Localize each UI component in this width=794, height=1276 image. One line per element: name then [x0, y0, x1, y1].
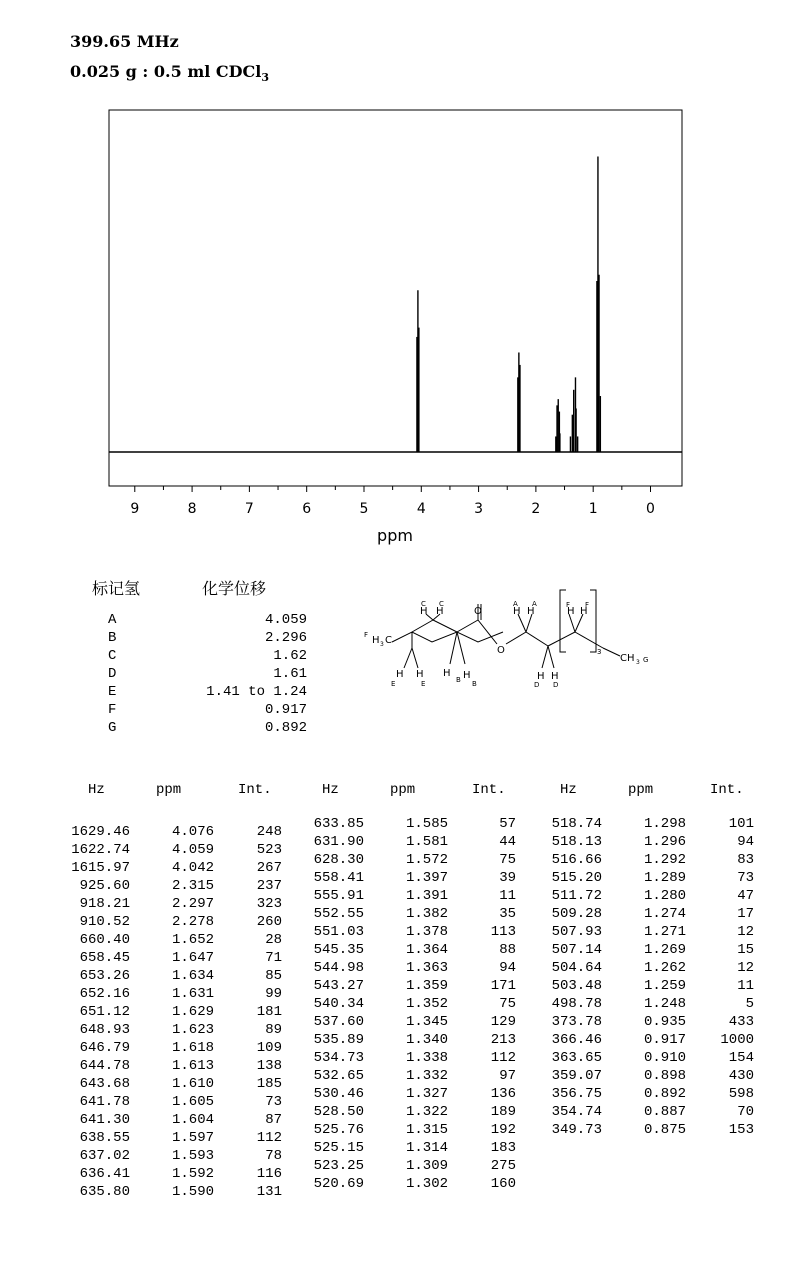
- peak-intensity: 154: [728, 1050, 754, 1066]
- peak-ppm: 4.042: [171, 860, 214, 876]
- peak-ppm: 1.340: [405, 1032, 448, 1048]
- peak-ppm: 0.892: [643, 1086, 686, 1102]
- peak-hz: 359.07: [551, 1068, 602, 1084]
- peak-intensity: 213: [490, 1032, 516, 1048]
- peak-hz: 507.14: [551, 942, 602, 958]
- x-tick-label: 0: [646, 501, 655, 517]
- peak-table-header: Int.: [472, 782, 506, 798]
- peak-ppm: 1.332: [405, 1068, 448, 1084]
- label-h-b2: H: [463, 670, 471, 681]
- peak-intensity: 1000: [720, 1032, 754, 1048]
- label-h-b1: H: [443, 668, 451, 679]
- peak-ppm: 1.590: [171, 1184, 214, 1200]
- tag-g: G: [643, 656, 649, 664]
- peak-intensity: 136: [490, 1086, 516, 1102]
- peak-ppm: 1.613: [171, 1058, 214, 1074]
- peak-intensity: 11: [499, 888, 516, 904]
- peak-table-header: ppm: [390, 782, 416, 798]
- peak-intensity: 112: [256, 1130, 282, 1146]
- peak-hz: 525.76: [313, 1122, 364, 1138]
- peak-intensity: 70: [737, 1104, 754, 1120]
- peak-ppm: 1.610: [171, 1076, 214, 1092]
- assignment-label: D: [108, 666, 117, 682]
- peak-ppm: 1.629: [171, 1004, 214, 1020]
- label-F-methyl: F: [364, 631, 369, 639]
- peak-hz: 637.02: [79, 1148, 130, 1164]
- peak-ppm: 1.604: [171, 1112, 214, 1128]
- peak-hz: 525.15: [313, 1140, 364, 1156]
- peak-intensity: 138: [256, 1058, 282, 1074]
- peak-table-header: Hz: [322, 782, 339, 798]
- tag-d1: D: [534, 681, 540, 689]
- peak-intensity: 39: [499, 870, 516, 886]
- tag-f1: F: [566, 601, 571, 609]
- peak-ppm: 2.297: [171, 896, 214, 912]
- peak-ppm: 1.359: [405, 978, 448, 994]
- peak-ppm: 1.314: [405, 1140, 448, 1156]
- peak-table-header: Hz: [560, 782, 577, 798]
- peak-intensity: 97: [499, 1068, 516, 1084]
- peak-hz: 1629.46: [71, 824, 130, 840]
- peak-intensity: 83: [737, 852, 754, 868]
- x-tick-label: 3: [474, 501, 484, 517]
- peak-hz: 354.74: [551, 1104, 602, 1120]
- peak-ppm: 1.269: [643, 942, 686, 958]
- label-h-d1: H: [537, 671, 545, 682]
- assignment-label: A: [108, 612, 117, 628]
- assignment-shift: 0.917: [264, 702, 307, 718]
- peak-hz: 648.93: [79, 1022, 130, 1038]
- assignment-shift: 1.62: [273, 648, 307, 664]
- peak-hz: 638.55: [79, 1130, 130, 1146]
- peak-hz: 366.46: [551, 1032, 602, 1048]
- label-h3c-sub: 3: [380, 641, 384, 648]
- peak-hz: 910.52: [79, 914, 130, 930]
- peak-ppm: 1.274: [643, 906, 686, 922]
- peak-hz: 537.60: [313, 1014, 364, 1030]
- peak-hz: 523.25: [313, 1158, 364, 1174]
- peak-intensity: 185: [256, 1076, 282, 1092]
- peak-ppm: 1.623: [171, 1022, 214, 1038]
- peak-hz: 356.75: [551, 1086, 602, 1102]
- label-h-f2: H: [580, 606, 588, 617]
- peak-ppm: 2.315: [171, 878, 214, 894]
- assignment-shift: 1.41 to 1.24: [206, 684, 307, 700]
- peak-ppm: 1.378: [405, 924, 448, 940]
- peak-intensity: 78: [265, 1148, 282, 1164]
- peak-intensity: 153: [728, 1122, 754, 1138]
- peak-hz: 518.74: [551, 816, 602, 832]
- peak-hz: 498.78: [551, 996, 602, 1012]
- peak-intensity: 523: [256, 842, 282, 858]
- peak-intensity: 47: [737, 888, 754, 904]
- peak-intensity: 189: [490, 1104, 516, 1120]
- peak-intensity: 433: [728, 1014, 754, 1030]
- x-tick-label: 8: [187, 501, 197, 517]
- peak-hz: 503.48: [551, 978, 602, 994]
- peak-hz: 532.65: [313, 1068, 364, 1084]
- peak-ppm: 1.597: [171, 1130, 214, 1146]
- label-h-a1: H: [513, 606, 521, 617]
- peak-intensity: 85: [265, 968, 282, 984]
- peak-hz: 552.55: [313, 906, 364, 922]
- label-carbonyl-o: O: [474, 606, 482, 617]
- label-h-e1: H: [396, 669, 404, 680]
- spectrometer-frequency: 399.65 MHz: [70, 32, 179, 51]
- peak-hz: 535.89: [313, 1032, 364, 1048]
- peak-intensity: 94: [737, 834, 754, 850]
- peak-hz: 516.66: [551, 852, 602, 868]
- peak-ppm: 1.391: [405, 888, 448, 904]
- peak-hz: 918.21: [79, 896, 130, 912]
- peak-hz: 373.78: [551, 1014, 602, 1030]
- assignment-shift: 0.892: [264, 720, 307, 736]
- peak-intensity: 75: [499, 852, 516, 868]
- peak-intensity: 57: [499, 816, 516, 832]
- tag-b1: B: [456, 676, 461, 684]
- peak-ppm: 0.898: [643, 1068, 686, 1084]
- peak-hz: 646.79: [79, 1040, 130, 1056]
- peak-ppm: 1.352: [405, 996, 448, 1012]
- peak-intensity: 101: [728, 816, 754, 832]
- peak-intensity: 94: [499, 960, 516, 976]
- peak-ppm: 1.364: [405, 942, 448, 958]
- assignment-shift: 1.61: [273, 666, 307, 682]
- peak-hz: 641.78: [79, 1094, 130, 1110]
- peak-ppm: 0.917: [643, 1032, 686, 1048]
- peak-ppm: 1.363: [405, 960, 448, 976]
- peak-intensity: 260: [256, 914, 282, 930]
- x-tick-label: 2: [531, 501, 541, 517]
- label-ester-o: O: [497, 645, 505, 656]
- peak-hz: 631.90: [313, 834, 364, 850]
- peak-intensity: 267: [256, 860, 282, 876]
- peak-ppm: 1.248: [643, 996, 686, 1012]
- peak-ppm: 1.289: [643, 870, 686, 886]
- peak-hz: 551.03: [313, 924, 364, 940]
- peak-intensity: 99: [265, 986, 282, 1002]
- peak-hz: 534.73: [313, 1050, 364, 1066]
- label-h3c: H: [372, 635, 380, 646]
- peak-ppm: 2.278: [171, 914, 214, 930]
- peak-intensity: 192: [490, 1122, 516, 1138]
- peak-hz: 660.40: [79, 932, 130, 948]
- peak-ppm: 1.298: [643, 816, 686, 832]
- peak-hz: 558.41: [313, 870, 364, 886]
- peak-intensity: 71: [265, 950, 282, 966]
- sample-subscript: 3: [261, 71, 269, 85]
- peak-ppm: 1.259: [643, 978, 686, 994]
- peak-hz: 651.12: [79, 1004, 130, 1020]
- peak-intensity: 237: [256, 878, 282, 894]
- tag-f2: F: [585, 601, 590, 609]
- peak-intensity: 160: [490, 1176, 516, 1192]
- peak-hz: 635.80: [79, 1184, 130, 1200]
- peak-ppm: 1.581: [405, 834, 448, 850]
- assignment-label: E: [108, 684, 117, 700]
- peak-hz: 643.68: [79, 1076, 130, 1092]
- label-h-a2: H: [527, 606, 535, 617]
- peak-intensity: 116: [256, 1166, 282, 1182]
- peak-hz: 540.34: [313, 996, 364, 1012]
- peak-hz: 644.78: [79, 1058, 130, 1074]
- peak-hz: 528.50: [313, 1104, 364, 1120]
- peak-intensity: 323: [256, 896, 282, 912]
- peak-ppm: 1.296: [643, 834, 686, 850]
- peak-hz: 518.13: [551, 834, 602, 850]
- peak-intensity: 131: [256, 1184, 282, 1200]
- peak-ppm: 1.652: [171, 932, 214, 948]
- tag-c2: C: [439, 600, 444, 608]
- peak-hz: 363.65: [551, 1050, 602, 1066]
- peak-table-header: Hz: [88, 782, 105, 798]
- peak-hz: 1622.74: [71, 842, 130, 858]
- peak-ppm: 1.338: [405, 1050, 448, 1066]
- sample-concentration-text: 0.025 g : 0.5 ml CDCl: [70, 62, 262, 81]
- peak-intensity: 35: [499, 906, 516, 922]
- peak-hz: 520.69: [313, 1176, 364, 1192]
- peak-ppm: 1.345: [405, 1014, 448, 1030]
- assignment-header-label: 标记氢: [92, 579, 141, 598]
- peak-ppm: 1.593: [171, 1148, 214, 1164]
- peak-hz: 925.60: [79, 878, 130, 894]
- peak-intensity: 275: [490, 1158, 516, 1174]
- label-h-c2: H: [436, 606, 444, 617]
- peak-ppm: 1.302: [405, 1176, 448, 1192]
- peak-intensity: 112: [490, 1050, 516, 1066]
- peak-intensity: 44: [499, 834, 516, 850]
- peak-ppm: 4.059: [171, 842, 214, 858]
- peak-table-header: ppm: [156, 782, 182, 798]
- peak-ppm: 1.327: [405, 1086, 448, 1102]
- peak-hz: 507.93: [551, 924, 602, 940]
- label-h-f1: H: [567, 606, 575, 617]
- peak-hz: 636.41: [79, 1166, 130, 1182]
- peak-hz: 653.26: [79, 968, 130, 984]
- peak-ppm: 1.280: [643, 888, 686, 904]
- label-h-e2: H: [416, 669, 424, 680]
- peak-ppm: 0.910: [643, 1050, 686, 1066]
- peak-intensity: 181: [256, 1004, 282, 1020]
- x-tick-label: 4: [416, 501, 426, 517]
- x-tick-label: 6: [302, 501, 312, 517]
- peak-intensity: 248: [256, 824, 282, 840]
- peak-intensity: 28: [265, 932, 282, 948]
- peak-ppm: 0.875: [643, 1122, 686, 1138]
- assignment-label: F: [108, 702, 117, 718]
- label-h-c1: H: [420, 606, 428, 617]
- peak-ppm: 1.271: [643, 924, 686, 940]
- peak-hz: 349.73: [551, 1122, 602, 1138]
- label-repeat-count: 3: [597, 648, 602, 656]
- peak-intensity: 88: [499, 942, 516, 958]
- assignment-header-shift: 化学位移: [202, 579, 267, 598]
- peak-hz: 515.20: [551, 870, 602, 886]
- peak-hz: 1615.97: [71, 860, 130, 876]
- peak-hz: 530.46: [313, 1086, 364, 1102]
- tag-e1: E: [391, 680, 396, 688]
- label-h-d2: H: [551, 671, 559, 682]
- peak-ppm: 1.315: [405, 1122, 448, 1138]
- tag-c1: C: [421, 600, 426, 608]
- peak-hz: 545.35: [313, 942, 364, 958]
- x-tick-label: 9: [130, 501, 140, 517]
- peak-intensity: 12: [737, 960, 754, 976]
- peak-intensity: 598: [728, 1086, 754, 1102]
- peak-hz: 544.98: [313, 960, 364, 976]
- assignment-label: C: [108, 648, 117, 664]
- peak-intensity: 430: [728, 1068, 754, 1084]
- peak-hz: 504.64: [551, 960, 602, 976]
- peak-ppm: 1.631: [171, 986, 214, 1002]
- peak-table-header: ppm: [628, 782, 654, 798]
- peak-intensity: 17: [737, 906, 754, 922]
- peak-ppm: 1.397: [405, 870, 448, 886]
- peak-intensity: 75: [499, 996, 516, 1012]
- tag-e2: E: [421, 680, 426, 688]
- peak-hz: 555.91: [313, 888, 364, 904]
- tag-a2: A: [532, 600, 537, 608]
- peak-intensity: 15: [737, 942, 754, 958]
- peak-intensity: 89: [265, 1022, 282, 1038]
- peak-table-header: Int.: [710, 782, 744, 798]
- tag-b2: B: [472, 680, 477, 688]
- peak-intensity: 5: [745, 996, 754, 1012]
- peak-ppm: 1.605: [171, 1094, 214, 1110]
- peak-ppm: 1.292: [643, 852, 686, 868]
- label-ch3-terminal: CH: [620, 653, 635, 664]
- peak-table-header: Int.: [238, 782, 272, 798]
- peak-ppm: 1.585: [405, 816, 448, 832]
- assignment-shift: 4.059: [264, 612, 307, 628]
- peak-hz: 633.85: [313, 816, 364, 832]
- assignment-shift: 2.296: [264, 630, 307, 646]
- peak-intensity: 87: [265, 1112, 282, 1128]
- x-axis-label: ppm: [377, 526, 413, 545]
- peak-ppm: 1.262: [643, 960, 686, 976]
- peak-hz: 628.30: [313, 852, 364, 868]
- peak-intensity: 11: [737, 978, 754, 994]
- peak-intensity: 12: [737, 924, 754, 940]
- peak-ppm: 0.887: [643, 1104, 686, 1120]
- peak-ppm: 1.618: [171, 1040, 214, 1056]
- x-tick-label: 5: [359, 501, 369, 517]
- peak-ppm: 1.382: [405, 906, 448, 922]
- label-ch3-sub: 3: [636, 659, 640, 666]
- peak-ppm: 1.309: [405, 1158, 448, 1174]
- peak-hz: 543.27: [313, 978, 364, 994]
- peak-intensity: 73: [265, 1094, 282, 1110]
- peak-intensity: 129: [490, 1014, 516, 1030]
- peak-ppm: 1.572: [405, 852, 448, 868]
- peak-ppm: 1.322: [405, 1104, 448, 1120]
- x-tick-label: 1: [588, 501, 598, 517]
- peak-ppm: 0.935: [643, 1014, 686, 1030]
- assignment-label: G: [108, 720, 117, 736]
- peak-ppm: 1.647: [171, 950, 214, 966]
- peak-intensity: 113: [490, 924, 516, 940]
- peak-hz: 652.16: [79, 986, 130, 1002]
- peak-hz: 511.72: [551, 888, 602, 904]
- tag-a1: A: [513, 600, 518, 608]
- peak-intensity: 171: [490, 978, 516, 994]
- label-h3c-c: C: [385, 635, 392, 646]
- peak-hz: 509.28: [551, 906, 602, 922]
- peak-hz: 658.45: [79, 950, 130, 966]
- tag-d2: D: [553, 681, 559, 689]
- peak-intensity: 73: [737, 870, 754, 886]
- peak-ppm: 1.592: [171, 1166, 214, 1182]
- assignment-label: B: [108, 630, 117, 646]
- peak-hz: 641.30: [79, 1112, 130, 1128]
- peak-ppm: 1.634: [171, 968, 214, 984]
- x-tick-label: 7: [244, 501, 254, 517]
- peak-ppm: 4.076: [171, 824, 214, 840]
- peak-intensity: 183: [490, 1140, 516, 1156]
- peak-intensity: 109: [256, 1040, 282, 1056]
